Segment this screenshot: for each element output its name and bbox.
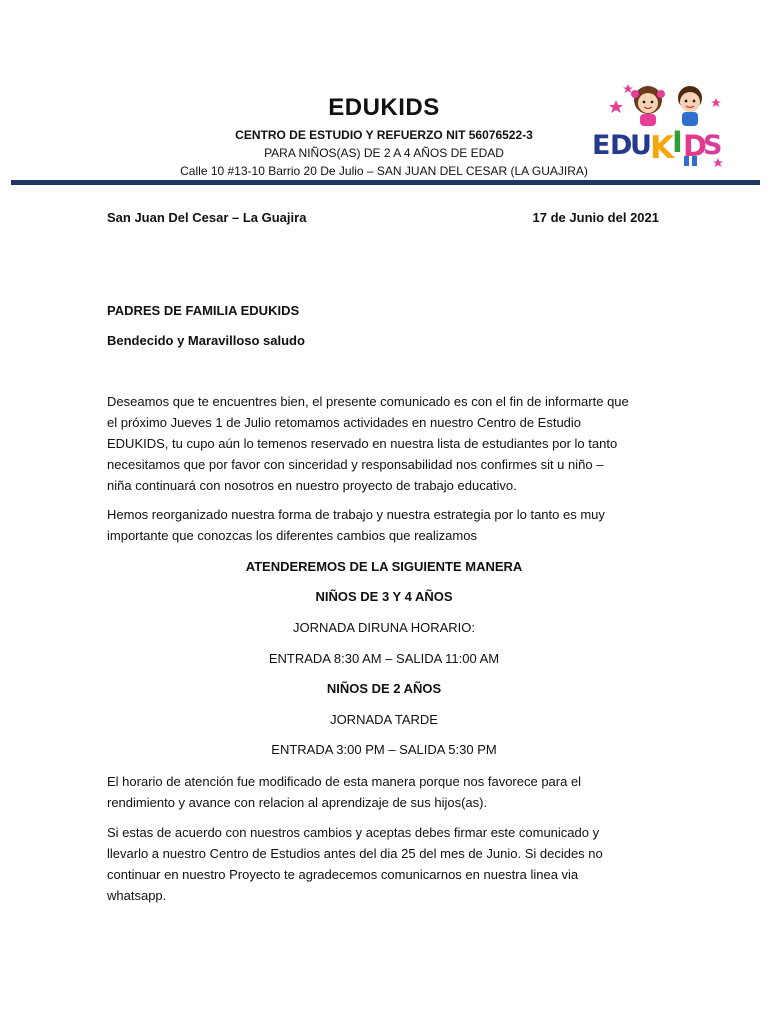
text-line: Deseamos que te encuentres bien, el presente comunicado es con el fin de informarte que [107,394,629,409]
text-line: niña continuará con nosotros en nuestro proyecto de trabajo educativo. [107,478,517,493]
svg-text:K: K [650,130,675,166]
text-line: rendimiento y avance con relacion al aprendizaje de sus hijos(as). [107,795,488,810]
paragraph-changes [107,504,667,546]
header-age-line: PARA NIÑOS(AS) DE 2 A 4 AÑOS DE EDAD [264,146,504,160]
text-line: whatsapp. [107,888,167,903]
text-line: importante que conozcas los diferentes cambios que realizamos [107,528,477,543]
brand-title: EDUKIDS [328,94,440,121]
svg-text:U: U [630,130,652,161]
text-line: continuar en nuestro Proyecto te agradecemos comunicarnos en nuestra linea via [107,867,579,882]
svg-text:D: D [610,130,633,161]
schedule-group-3-4-time: ENTRADA 8:30 AM – SALIDA 11:00 AM [268,651,500,666]
letter-date: 17 de Junio del 2021 [532,210,659,225]
text-line: EDUKIDS, tu cupo aún lo temenos reservado en nuestra lista de estudiantes por lo tanto [107,436,618,451]
schedule-group-3-4-shift: JORNADA DIRUNA HORARIO: [292,620,476,635]
text-line: Hemos reorganizado nuestra forma de trabajo y nuestra estrategia por lo tanto es muy [107,507,605,522]
svg-text:D: D [683,129,708,163]
paragraph-schedule-reason [107,771,667,813]
svg-text:E: E [592,130,611,161]
girl-illustration-icon [631,86,665,126]
letterhead [0,0,768,190]
schedule-group-2-shift: JORNADA TARDE [330,712,438,727]
text-line: necesitamos que por favor con sinceridad y responsabilidad nos confirmes sit u niño – [107,457,604,472]
svg-text:S: S [703,130,723,161]
paragraph-intro [107,391,667,496]
letter-place: San Juan Del Cesar – La Guajira [107,210,307,225]
paragraph-confirmation [107,822,667,906]
svg-text:I: I [672,125,683,159]
header-divider [11,180,760,185]
schedule-group-3-4: NIÑOS DE 3 Y 4 AÑOS [315,589,453,604]
text-line: llevarlo a nuestro Centro de Estudios antes del dia 25 del mes de Junio. Si decides no [107,846,603,861]
logo-wordmark [592,125,722,166]
header-nit-line: CENTRO DE ESTUDIO Y REFUERZO NIT 56076522-3 [235,128,533,142]
text-line: el próximo Jueves 1 de Julio retomamos actividades en nuestro Centro de Estudio [107,415,582,430]
text-line: El horario de atención fue modificado de esta manera porque nos favorece para el [107,774,582,789]
text-line: Si estas de acuerdo con nuestros cambios y aceptas debes firmar este comunicado y [107,825,600,840]
schedule-group-2: NIÑOS DE 2 AÑOS [326,681,442,696]
schedule-heading: ATENDEREMOS DE LA SIGUIENTE MANERA [245,559,523,574]
edukids-logo [588,78,728,178]
header-address-line: Calle 10 #13-10 Barrio 20 De Julio – SAN JUAN DEL CESAR (LA GUAJIRA) [180,164,588,178]
schedule-group-2-time: ENTRADA 3:00 PM – SALIDA 5:30 PM [271,742,497,757]
letter-greeting: Bendecido y Maravilloso saludo [107,333,305,348]
letter-recipient: PADRES DE FAMILIA EDUKIDS [107,303,300,318]
